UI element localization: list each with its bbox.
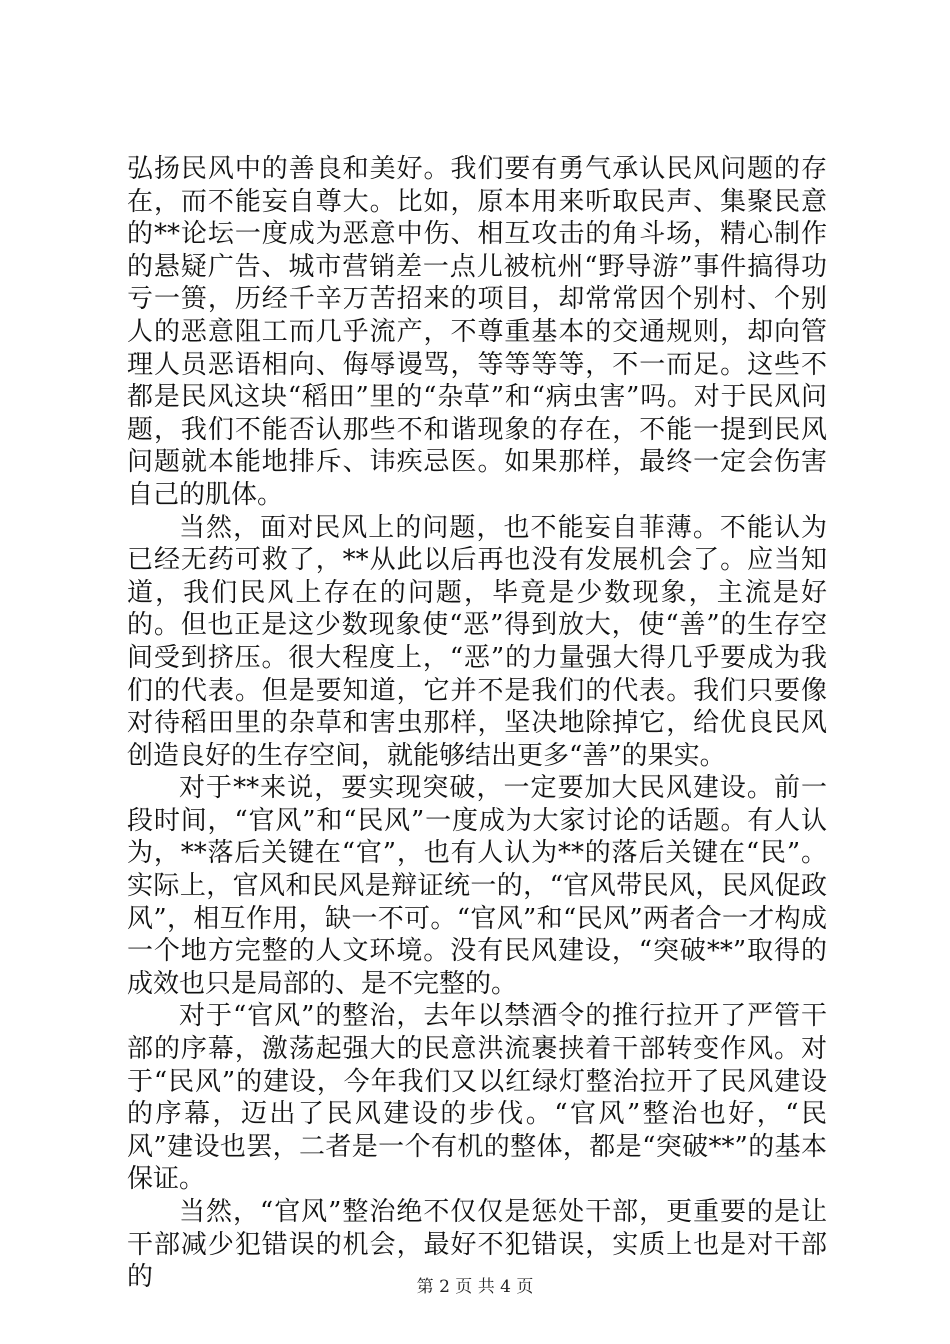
paragraph-2: 当然，面对民风上的问题，也不能妄自菲薄。不能认为已经无药可救了，**从此以后再也没有发展机会了。应当知道，我们民风上存在的问题，毕竟是少数现象，主流是好的。但也正是这少数现象使“恶”得到放大，使“善”的生存空间受到挤压。很大程度上，“恶”的力量强大得几乎要成为我们的代表。但是要知道，它并不是我们的代表。我们只要像对待稻田里的杂草和害虫那样，坚决地除掉它，给优良民风创造良好的生存空间，就能够结出更多“善”的果实。: [127, 512, 827, 771]
document-body: [127, 153, 827, 1294]
paragraph-1: 弘扬民风中的善良和美好。我们要有勇气承认民风问题的存在，而不能妄自尊大。比如，原本用来听取民声、集聚民意的**论坛一度成为恶意中伤、相互攻击的角斗场，精心制作的悬疑广告、城市营销差一点儿被杭州“野导游”事件搞得功亏一篑，历经千辛万苦招来的项目，却常常因个别村、个别人的恶意阻工而几乎流产，不尊重基本的交通规则，却向管理人员恶语相向、侮辱谩骂，等等等等，不一而足。这些不都是民风这块“稻田”里的“杂草”和“病虫害”吗。对于民风问题，我们不能否认那些不和谐现象的存在，不能一提到民风问题就本能地排斥、讳疾忌医。如果那样，最终一定会伤害自己的肌体。: [127, 154, 827, 510]
paragraph-5: 当然，“官风”整治绝不仅仅是惩处干部，更重要的是让干部减少犯错误的机会，最好不犯错误，实质上也是对干部的: [127, 1197, 827, 1293]
paragraph-3: 对于**来说，要实现突破，一定要加大民风建设。前一段时间，“官风”和“民风”一度成为大家讨论的话题。有人认为，**落后关键在“官”，也有人认为**的落后关键在“民”。实际上，官风和民风是辩证统一的，“官风带民风，民风促政风”，相互作用，缺一不可。“官风”和“民风”两者合一才构成一个地方完整的人文环境。没有民风建设，“突破**”取得的成效也只是局部的、是不完整的。: [127, 773, 827, 999]
page-number-footer: 第 2 页 共 4 页: [416, 1277, 534, 1297]
paragraph-4: 对于“官风”的整治，去年以禁酒令的推行拉开了严管干部的序幕，激荡起强大的民意洪流裹挟着干部转变作风。对于“民风”的建设，今年我们又以红绿灯整治拉开了民风建设的序幕，迈出了民风建设的步伐。“官风”整治也好，“民风”建设也罢，二者是一个有机的整体，都是“突破**”的基本保证。: [127, 1001, 827, 1195]
